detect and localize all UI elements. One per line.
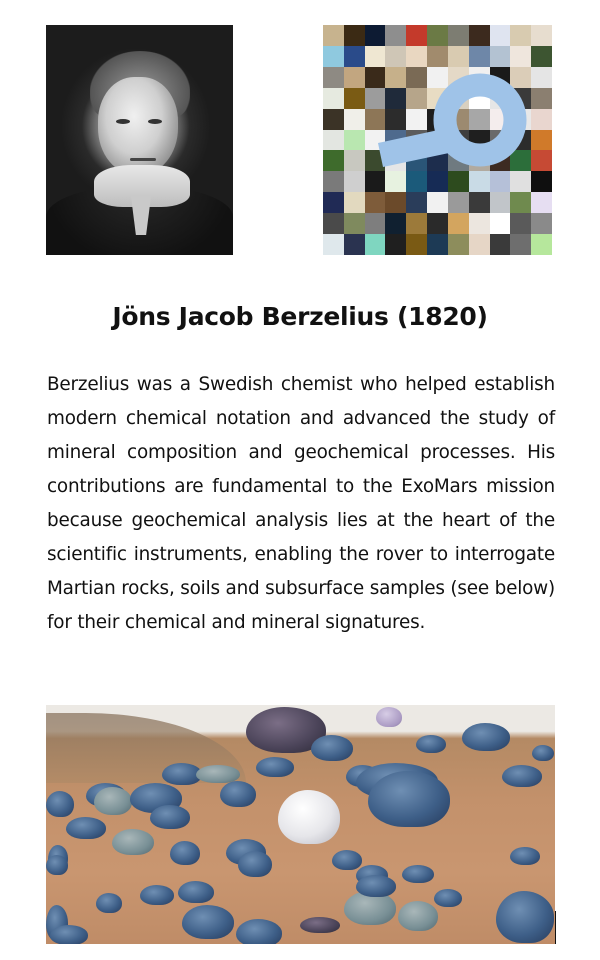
- rock: [170, 841, 200, 865]
- edge-artifact-line: [555, 911, 556, 944]
- portrait-eye-left: [116, 119, 130, 124]
- rock: [434, 889, 462, 907]
- rock: [356, 875, 396, 897]
- rock: [300, 917, 340, 933]
- rock: [256, 757, 294, 777]
- rock: [510, 847, 540, 865]
- body-paragraph: Berzelius was a Swedish chemist who helped establish modern chemical notation and advanced the study of mineral composition and geochemical processes. His contributions are fundamental to the ExoMars mission because geochemical analysis lies at the heart of the scientific instruments, enabling the rover to interrogate Martian rocks, soils and subsurface samples (see below) for their chemical and mineral signatures.: [47, 374, 555, 633]
- portrait-eye-right: [148, 119, 162, 124]
- rock-pale-white: [278, 790, 340, 844]
- rock: [238, 851, 272, 877]
- rock: [50, 925, 88, 944]
- rock: [96, 893, 122, 913]
- rock: [398, 901, 438, 931]
- rock: [46, 855, 68, 875]
- rock: [140, 885, 174, 905]
- rock: [368, 771, 450, 827]
- mars-surface-photo: [46, 705, 555, 944]
- magnifying-glass-icon: [323, 25, 552, 255]
- rock: [66, 817, 106, 839]
- berzelius-portrait: [46, 25, 233, 255]
- rock: [496, 891, 554, 943]
- rock: [311, 735, 353, 761]
- rock: [416, 735, 446, 753]
- rock: [182, 905, 234, 939]
- rock: [376, 707, 402, 727]
- rock: [150, 805, 190, 829]
- rock: [112, 829, 154, 855]
- rock: [532, 745, 554, 761]
- rock: [502, 765, 542, 787]
- rock: [94, 787, 132, 815]
- rock: [46, 791, 74, 817]
- page-title: Jöns Jacob Berzelius (1820): [112, 302, 488, 331]
- rock: [462, 723, 510, 751]
- image-collage-search-logo: [323, 25, 552, 255]
- rock: [402, 865, 434, 883]
- rock: [178, 881, 214, 903]
- rock: [332, 850, 362, 870]
- portrait-mouth: [130, 158, 156, 161]
- rock: [236, 919, 282, 944]
- rock: [220, 781, 256, 807]
